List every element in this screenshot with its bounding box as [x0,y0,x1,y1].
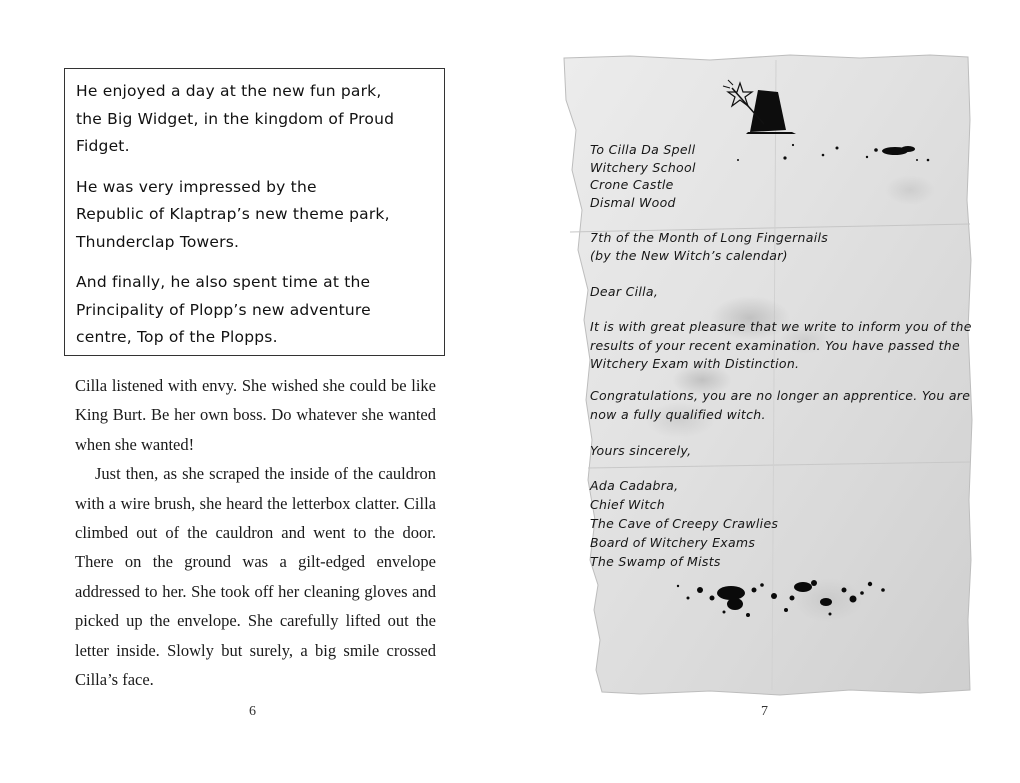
letter-line: Witchery Exam with Distinction. [590,356,800,371]
letter-date [590,229,828,264]
letter-closing: Yours sincerely, [590,443,692,458]
info-box [64,68,445,356]
letter-paragraph-1 [590,318,972,374]
letter-address [590,141,696,211]
letter-line: now a fully qualified witch. [590,406,766,422]
signature-line: Chief Witch [590,497,666,512]
address-line: To Cilla Da Spell [590,142,696,157]
address-line: Dismal Wood [590,194,676,210]
address-line: Crone Castle [590,177,674,192]
letter-line: Congratulations, you are no longer an apprentice. You are [590,388,971,403]
letter-line: It is with great pleasure that we write to inform you of the [590,319,972,334]
box-line: Principality of Plopp’s new adventure [76,300,371,319]
signature-line: The Cave of Creepy Crawlies [590,516,779,531]
page-number-right: 7 [761,704,768,719]
signature-line: Board of Witchery Exams [590,535,756,550]
body-text [75,371,436,694]
signature-line: The Swamp of Mists [590,554,721,569]
page-number-left: 6 [249,704,256,719]
signature-line: Ada Cadabra, [590,478,679,493]
box-line: Fidget. [76,137,130,155]
letter-signature [590,477,778,572]
date-line: 7th of the Month of Long Fingernails [590,230,829,245]
box-paragraph-1 [76,78,434,161]
letter-line: results of your recent examination. You have passed the [590,337,960,353]
box-line: the Big Widget, in the kingdom of Proud [76,109,395,128]
box-paragraph-2 [76,174,434,257]
box-line: He was very impressed by the [76,177,317,196]
box-paragraph-3 [76,269,434,352]
box-line: centre, Top of the Plopps. [76,328,278,346]
box-line: And finally, he also spent time at the [76,273,371,291]
box-line: Republic of Klaptrap’s new theme park, [76,205,390,223]
right-page [510,0,1020,783]
box-line: He enjoyed a day at the new fun park, [76,82,382,100]
letter-greeting: Dear Cilla, [590,284,659,299]
body-paragraph-1: Cilla listened with envy. She wished she could be like King Burt. Be her own boss. Do whatever she wanted when she wanted! [75,376,436,454]
address-line: Witchery School [590,159,696,175]
box-line: Thunderclap Towers. [76,232,240,251]
body-paragraph-2: Just then, as she scraped the inside of the cauldron with a wire brush, she heard the letterbox clatter. Cilla climbed out of the cauldron and went to the door. There on the ground was a gilt-edged envelope addressed to her. She took off her cleaning gloves and picked up the envelope. She carefully lifted out the letter inside. Slowly but surely, a big smile crossed Cilla’s face. [75,464,436,690]
date-line: (by the New Witch’s calendar) [590,247,788,263]
letter-paragraph-2 [590,387,970,424]
